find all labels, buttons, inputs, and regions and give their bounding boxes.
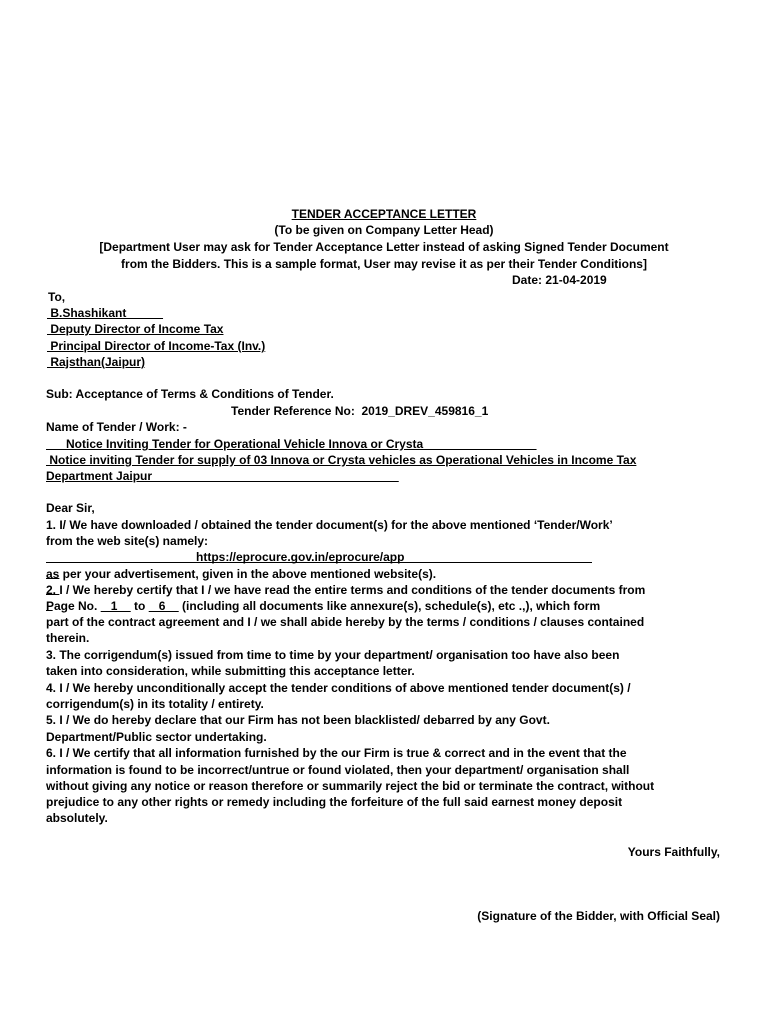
recipient-location: Rajsthan(Jaipur) [47,355,146,369]
page-to-word: to [130,599,149,613]
tender-name-line-3: Department Jaipur [46,469,399,483]
tender-name-line-1: Notice Inviting Tender for Operational Vehicle Innova or Crysta [46,437,537,451]
department-note-line-2: from the Bidders. This is a sample format, User may revise it as per their Tender Conditions] [121,257,647,271]
clause-6-line-3: without giving any notice or reason therefore or summarily reject the bid or terminate the contract, without [46,779,655,793]
clause-1-line-4: as per your advertisement, given in the above mentioned website(s). [46,567,437,581]
clause-1-line-2: from the web site(s) namely: [46,534,209,548]
subject-line: Sub: Acceptance of Terms & Conditions of Tender. [46,387,334,401]
letter-date: Date: 21-04-2019 [512,273,607,287]
recipient-office: Principal Director of Income-Tax (Inv.) [47,339,266,353]
website-url-line [46,549,592,565]
signature-of-bidder: (Signature of the Bidder, with Official Seal) [477,909,720,923]
page-from: 1 [100,599,131,613]
website-url: https://eprocure.gov.in/eprocure/app [196,550,405,564]
clause-1-line-1: 1. I/ We have downloaded / obtained the tender document(s) for the above mentioned ‘Tender/Work’ [46,518,613,532]
department-note-line-1: [Department User may ask for Tender Acceptance Letter instead of asking Signed Tender Document [99,240,669,254]
clause-4-line-2: corrigendum(s) in its totality / entirety. [46,697,264,711]
clause-4-line-1: 4. I / We hereby unconditionally accept the tender conditions of above mentioned tender document(s) / [46,681,631,695]
clause-2-line-3: part of the contract agreement and I / we shall abide hereby by the terms / conditions / clauses contained [46,615,645,629]
page-to: 6 [148,599,179,613]
letter-title: TENDER ACCEPTANCE LETTER [291,207,477,221]
clause-6-line-5: absolutely. [46,811,108,825]
clause-2-line-4: therein. [46,631,90,645]
clause-6-line-4: prejudice to any other rights or remedy including the forfeiture of the full said earnest money deposit [46,795,623,809]
clause-3-line-1: 3. The corrigendum(s) issued from time to time by your department/ organisation too have also been [46,648,620,662]
recipient-name: B.Shashikant [47,306,164,320]
clause-3-line-2: taken into consideration, while submitting this acceptance letter. [46,664,415,678]
tender-name-line-2: Notice inviting Tender for supply of 03 Innova or Crysta vehicles as Operational Vehicles in Income Tax [46,453,637,467]
salutation: Dear Sir, [46,501,95,515]
recipient-to: To, [48,290,66,304]
tender-name-label: Name of Tender / Work: - [46,420,187,434]
clause-6-line-1: 6. I / We certify that all information furnished by the our Firm is true & correct and in the event that the [46,746,627,760]
clause-6-line-2: information is found to be incorrect/untrue or found violated, then your department/ organisation shall [46,763,630,777]
recipient-designation: Deputy Director of Income Tax [47,322,224,336]
letter-subtitle: (To be given on Company Letter Head) [274,223,494,237]
page-no-label: Page No. [46,599,101,613]
clause-2-line-1: 2. I / We hereby certify that I / we have read the entire terms and conditions of the tender documents from [46,583,646,597]
clause-5-line-2: Department/Public sector undertaking. [46,730,267,744]
clause-2-page-range [46,598,600,614]
yours-faithfully: Yours Faithfully, [627,845,720,859]
tender-reference: Tender Reference No: 2019_DREV_459816_1 [231,404,489,418]
clause-5-line-1: 5. I / We do hereby declare that our Firm has not been blacklisted/ debarred by any Govt. [46,713,550,727]
page-range-suffix: (including all documents like annexure(s), schedule(s), etc .,), which form [178,599,601,613]
url-underline [46,562,592,563]
